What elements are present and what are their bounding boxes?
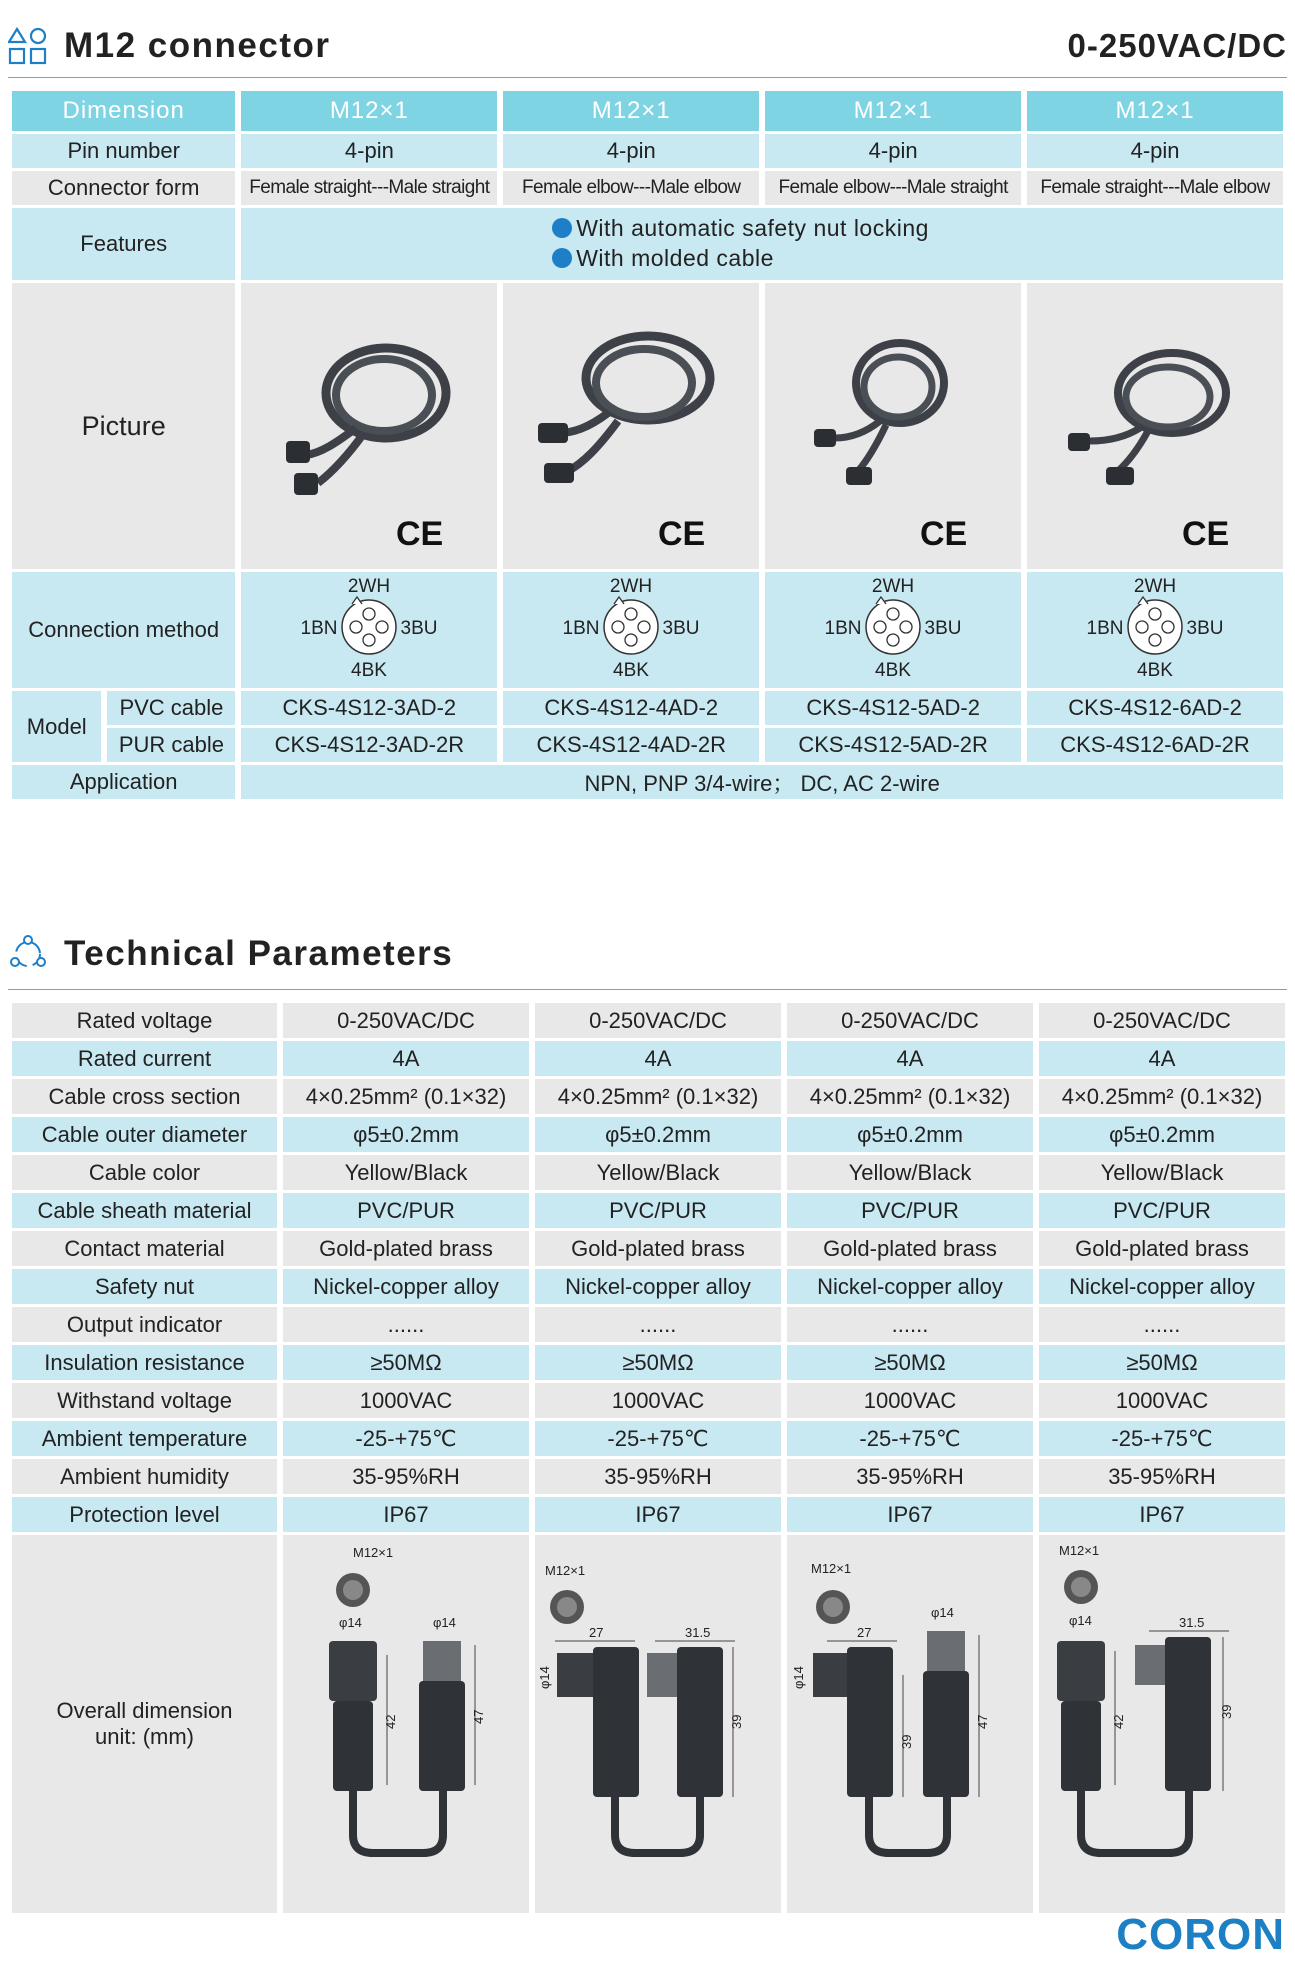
param-label: Cable sheath material	[12, 1193, 277, 1228]
param-value: 4×0.25mm² (0.1×32)	[787, 1079, 1033, 1114]
application-label: Application	[12, 765, 235, 799]
param-row	[12, 1155, 1285, 1190]
param-value: Nickel-copper alloy	[787, 1269, 1033, 1304]
dimension-cell: M12×1	[765, 91, 1021, 131]
ce-mark: CE	[658, 515, 706, 553]
param-row	[12, 1193, 1285, 1228]
svg-text:2WH: 2WH	[610, 576, 653, 597]
svg-text:1BN: 1BN	[824, 618, 862, 639]
form-cell: Female straight---Male straight	[241, 171, 497, 205]
dimension-cell: M12×1	[503, 91, 759, 131]
param-value: ≥50MΩ	[1039, 1345, 1285, 1380]
param-value: ......	[283, 1307, 529, 1342]
svg-text:M12×1: M12×1	[353, 1545, 394, 1560]
param-value: 0-250VAC/DC	[535, 1003, 781, 1038]
model-cell: CKS-4S12-4AD-2	[503, 691, 759, 725]
param-label: Output indicator	[12, 1307, 277, 1342]
svg-text:42: 42	[1111, 1714, 1126, 1729]
model-cell: CKS-4S12-6AD-2	[1027, 691, 1283, 725]
param-value: 1000VAC	[1039, 1383, 1285, 1418]
dimension-drawing	[283, 1535, 529, 1913]
param-value: ≥50MΩ	[787, 1345, 1033, 1380]
form-cell: Female elbow---Male straight	[765, 171, 1021, 205]
param-value: 1000VAC	[535, 1383, 781, 1418]
pinout-icon	[803, 572, 983, 682]
param-value: 4×0.25mm² (0.1×32)	[283, 1079, 529, 1114]
param-value: IP67	[283, 1497, 529, 1532]
model-pur-row	[12, 728, 1283, 762]
elbow-straight-drawing	[787, 1535, 1033, 1907]
param-row	[12, 1459, 1285, 1494]
svg-text:φ14: φ14	[931, 1605, 954, 1620]
svg-text:27: 27	[589, 1625, 604, 1640]
product-picture	[503, 283, 759, 569]
param-value: 0-250VAC/DC	[283, 1003, 529, 1038]
pinout-icon	[279, 572, 459, 682]
svg-text:47: 47	[975, 1714, 990, 1729]
elbow-elbow-drawing	[535, 1535, 781, 1907]
dimension-drawing-row	[12, 1535, 1285, 1913]
svg-text:M12×1: M12×1	[545, 1563, 586, 1578]
svg-text:3BU: 3BU	[1186, 618, 1224, 639]
product-picture	[241, 283, 497, 569]
param-value: 4A	[787, 1041, 1033, 1076]
param-value: φ5±0.2mm	[1039, 1117, 1285, 1152]
svg-text:1BN: 1BN	[300, 618, 338, 639]
cable-photo	[508, 283, 754, 563]
model-pvc-row	[12, 691, 1283, 725]
param-value: Gold-plated brass	[283, 1231, 529, 1266]
bullet-icon	[552, 218, 572, 238]
model-cell: CKS-4S12-3AD-2R	[241, 728, 497, 762]
model-cell: CKS-4S12-3AD-2	[241, 691, 497, 725]
svg-text:39: 39	[1219, 1704, 1234, 1719]
product-picture	[1027, 283, 1283, 569]
svg-text:M12×1: M12×1	[1059, 1543, 1100, 1558]
pin-cell: 4-pin	[241, 134, 497, 168]
straight-straight-drawing	[283, 1535, 529, 1907]
svg-text:3BU: 3BU	[924, 618, 962, 639]
form-row	[12, 171, 1283, 205]
form-cell: Female elbow---Male elbow	[503, 171, 759, 205]
param-value: 35-95%RH	[283, 1459, 529, 1494]
dimension-drawing	[535, 1535, 781, 1913]
form-cell: Female straight---Male elbow	[1027, 171, 1283, 205]
svg-text:φ14: φ14	[1069, 1613, 1092, 1628]
param-value: IP67	[1039, 1497, 1285, 1532]
pvc-label: PVC cable	[107, 691, 235, 725]
param-row	[12, 1231, 1285, 1266]
svg-text:φ14: φ14	[433, 1615, 456, 1630]
svg-text:4BK: 4BK	[613, 660, 650, 681]
pinout-icon	[541, 572, 721, 682]
model-cell: CKS-4S12-5AD-2R	[765, 728, 1021, 762]
param-row	[12, 1497, 1285, 1532]
network-icon	[8, 934, 48, 974]
param-label: Contact material	[12, 1231, 277, 1266]
pinout-diagram	[765, 572, 1021, 688]
spec-table	[6, 88, 1289, 802]
param-label: Cable cross section	[12, 1079, 277, 1114]
param-value: ≥50MΩ	[535, 1345, 781, 1380]
pin-row	[12, 134, 1283, 168]
grid-shapes-icon	[8, 26, 48, 66]
ce-mark: CE	[1182, 515, 1230, 553]
picture-label: Picture	[12, 283, 235, 569]
features-row	[12, 208, 1283, 280]
param-row	[12, 1079, 1285, 1114]
param-value: 35-95%RH	[535, 1459, 781, 1494]
param-value: Yellow/Black	[1039, 1155, 1285, 1190]
param-value: φ5±0.2mm	[535, 1117, 781, 1152]
param-value: 0-250VAC/DC	[787, 1003, 1033, 1038]
param-label: Withstand voltage	[12, 1383, 277, 1418]
param-value: 35-95%RH	[787, 1459, 1033, 1494]
svg-text:1BN: 1BN	[1086, 618, 1124, 639]
tech-table	[6, 1000, 1291, 1916]
param-value: IP67	[787, 1497, 1033, 1532]
param-value: 4A	[535, 1041, 781, 1076]
param-value: Yellow/Black	[283, 1155, 529, 1190]
svg-text:47: 47	[471, 1709, 486, 1724]
feature-item: With molded cable	[552, 244, 972, 272]
connection-label: Connection method	[12, 572, 235, 688]
dimension-drawing	[787, 1535, 1033, 1913]
param-value: 1000VAC	[787, 1383, 1033, 1418]
param-label: Rated voltage	[12, 1003, 277, 1038]
svg-text:φ14: φ14	[537, 1666, 552, 1689]
model-cell: CKS-4S12-5AD-2	[765, 691, 1021, 725]
param-value: Gold-plated brass	[1039, 1231, 1285, 1266]
ce-mark: CE	[920, 515, 968, 553]
param-value: 0-250VAC/DC	[1039, 1003, 1285, 1038]
dimension-cell: M12×1	[1027, 91, 1283, 131]
param-row	[12, 1117, 1285, 1152]
param-value: PVC/PUR	[787, 1193, 1033, 1228]
param-label: Rated current	[12, 1041, 277, 1076]
param-value: Nickel-copper alloy	[535, 1269, 781, 1304]
features-label: Features	[12, 208, 235, 280]
param-value: Nickel-copper alloy	[1039, 1269, 1285, 1304]
page-title: M12 connector	[64, 25, 331, 65]
svg-text:2WH: 2WH	[872, 576, 915, 597]
param-value: 4×0.25mm² (0.1×32)	[1039, 1079, 1285, 1114]
dimension-drawing	[1039, 1535, 1285, 1913]
product-picture	[765, 283, 1021, 569]
param-value: Nickel-copper alloy	[283, 1269, 529, 1304]
param-row	[12, 1421, 1285, 1456]
param-label: Protection level	[12, 1497, 277, 1532]
svg-text:φ14: φ14	[791, 1666, 806, 1689]
pin-cell: 4-pin	[503, 134, 759, 168]
param-label: Cable color	[12, 1155, 277, 1190]
features-cell	[241, 208, 1283, 280]
svg-text:1BN: 1BN	[562, 618, 600, 639]
dimension-cell: M12×1	[241, 91, 497, 131]
pin-label: Pin number	[12, 134, 235, 168]
svg-text:4BK: 4BK	[875, 660, 912, 681]
svg-text:4BK: 4BK	[1137, 660, 1173, 681]
picture-row	[12, 283, 1283, 569]
svg-text:3BU: 3BU	[400, 618, 438, 639]
svg-text:3BU: 3BU	[662, 618, 700, 639]
model-cell: CKS-4S12-6AD-2R	[1027, 728, 1283, 762]
param-value: 35-95%RH	[1039, 1459, 1285, 1494]
param-value: ......	[535, 1307, 781, 1342]
param-value: Gold-plated brass	[787, 1231, 1033, 1266]
brand-logo: CORON	[1116, 1910, 1285, 1959]
param-value: ......	[787, 1307, 1033, 1342]
ce-mark: CE	[396, 515, 444, 553]
param-value: ......	[1039, 1307, 1285, 1342]
svg-text:31.5: 31.5	[1179, 1615, 1205, 1630]
param-value: 4A	[283, 1041, 529, 1076]
svg-text:2WH: 2WH	[348, 576, 391, 597]
section-title: Technical Parameters	[64, 933, 454, 973]
svg-text:φ14: φ14	[339, 1615, 362, 1630]
cable-photo	[770, 283, 1016, 563]
svg-text:39: 39	[899, 1734, 914, 1749]
param-row	[12, 1003, 1285, 1038]
param-value: Gold-plated brass	[535, 1231, 781, 1266]
param-label: Safety nut	[12, 1269, 277, 1304]
param-value: Yellow/Black	[535, 1155, 781, 1190]
connection-row	[12, 572, 1283, 688]
form-label: Connector form	[12, 171, 235, 205]
param-row	[12, 1269, 1285, 1304]
voltage-rating: 0-250VAC/DC	[1067, 26, 1287, 64]
param-label: Cable outer diameter	[12, 1117, 277, 1152]
dimension-label: Dimension	[12, 91, 235, 131]
param-value: -25-+75℃	[283, 1421, 529, 1456]
svg-text:31.5: 31.5	[685, 1625, 711, 1640]
param-value: 4×0.25mm² (0.1×32)	[535, 1079, 781, 1114]
section-header-connector	[8, 14, 1287, 78]
pin-cell: 4-pin	[765, 134, 1021, 168]
dimension-row	[12, 91, 1283, 131]
param-value: -25-+75℃	[535, 1421, 781, 1456]
section-header-technical	[8, 918, 1287, 990]
pinout-diagram	[503, 572, 759, 688]
param-value: IP67	[535, 1497, 781, 1532]
param-value: -25-+75℃	[787, 1421, 1033, 1456]
param-value: φ5±0.2mm	[787, 1117, 1033, 1152]
cable-photo	[1032, 283, 1278, 563]
bullet-icon	[552, 248, 572, 268]
pur-label: PUR cable	[107, 728, 235, 762]
svg-text:39: 39	[729, 1714, 744, 1729]
param-label: Ambient temperature	[12, 1421, 277, 1456]
param-row	[12, 1345, 1285, 1380]
pinout-icon	[1065, 572, 1245, 682]
param-row	[12, 1041, 1285, 1076]
dimension-drawing-label: Overall dimension unit: (mm)	[12, 1535, 277, 1913]
model-cell: CKS-4S12-4AD-2R	[503, 728, 759, 762]
param-row	[12, 1383, 1285, 1418]
param-value: 4A	[1039, 1041, 1285, 1076]
application-row	[12, 765, 1283, 799]
param-label: Ambient humidity	[12, 1459, 277, 1494]
application-cell: NPN, PNP 3/4-wire； DC, AC 2-wire	[241, 765, 1283, 799]
param-row	[12, 1307, 1285, 1342]
param-value: PVC/PUR	[535, 1193, 781, 1228]
pinout-diagram	[241, 572, 497, 688]
param-value: -25-+75℃	[1039, 1421, 1285, 1456]
model-label: Model	[12, 691, 101, 762]
param-label: Insulation resistance	[12, 1345, 277, 1380]
param-value: ≥50MΩ	[283, 1345, 529, 1380]
param-value: φ5±0.2mm	[283, 1117, 529, 1152]
straight-elbow-drawing	[1039, 1535, 1285, 1907]
svg-text:27: 27	[857, 1625, 872, 1640]
param-value: PVC/PUR	[1039, 1193, 1285, 1228]
svg-text:4BK: 4BK	[351, 660, 388, 681]
svg-text:42: 42	[383, 1714, 398, 1729]
cable-photo	[246, 283, 492, 563]
param-value: Yellow/Black	[787, 1155, 1033, 1190]
pinout-diagram	[1027, 572, 1283, 688]
svg-text:2WH: 2WH	[1133, 576, 1177, 597]
param-value: PVC/PUR	[283, 1193, 529, 1228]
param-value: 1000VAC	[283, 1383, 529, 1418]
feature-item: With automatic safety nut locking	[552, 214, 972, 242]
svg-text:M12×1: M12×1	[811, 1561, 852, 1576]
pin-cell: 4-pin	[1027, 134, 1283, 168]
